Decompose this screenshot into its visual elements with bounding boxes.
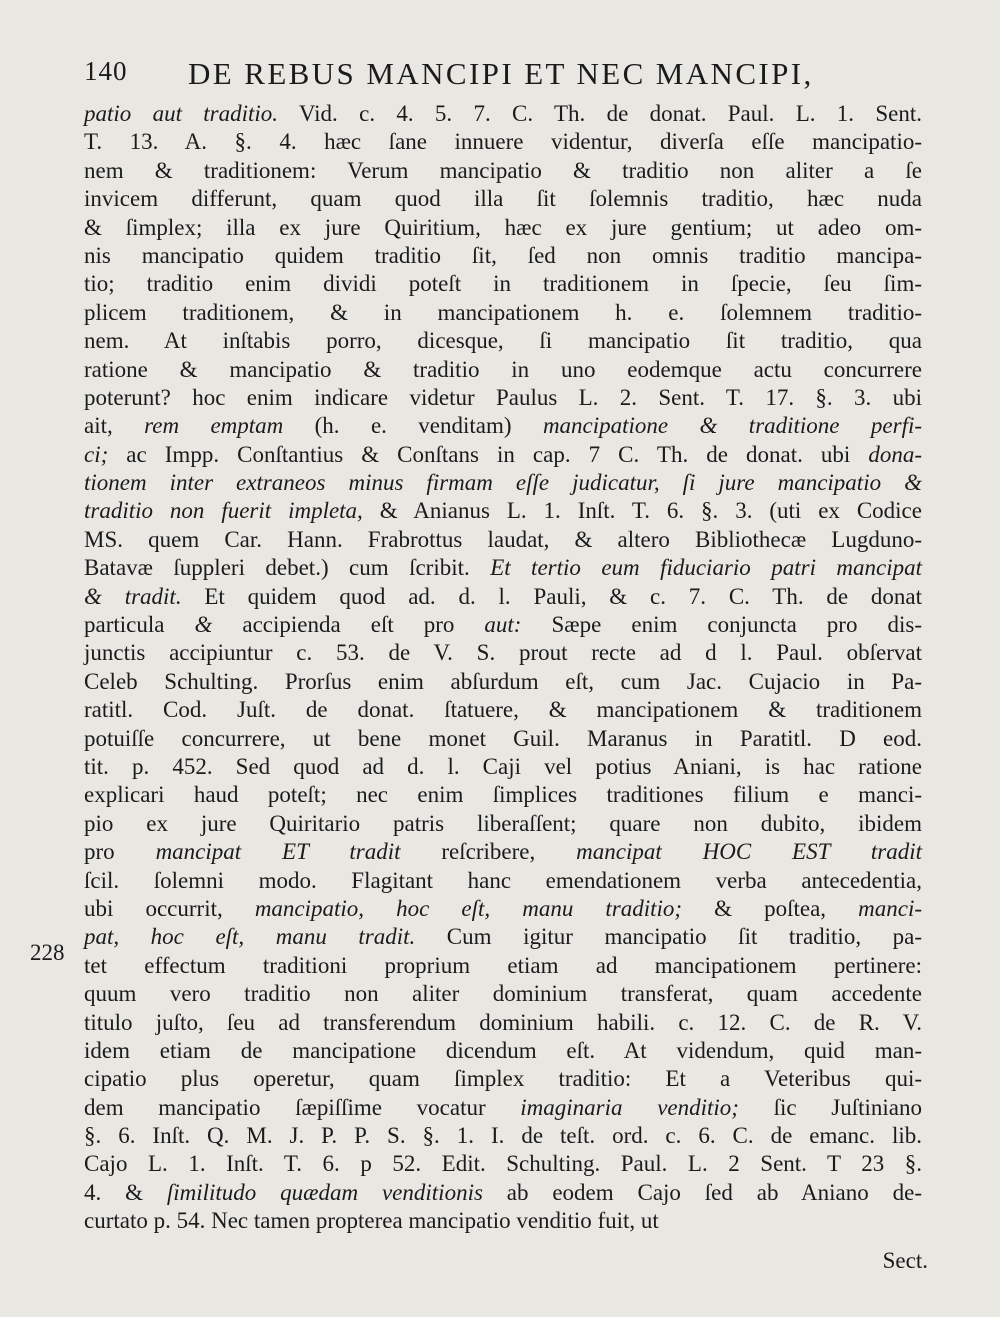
italic-segment: ci; bbox=[84, 441, 109, 467]
text-segment: idem etiam de mancipatione dicendum eſt. At videndum, quid man- bbox=[84, 1037, 922, 1063]
text-segment: tet effectum traditioni proprium etiam ad mancipationem pertinere: bbox=[84, 952, 922, 978]
text-segment: Vid. c. 4. 5. 7. C. Th. de donat. Paul. L. 1. Sent. bbox=[278, 101, 922, 126]
text-segment: T. 13. A. §. 4. hæc ſane innuere videntur, diverſa eſſe mancipatio- bbox=[84, 129, 922, 155]
text-segment: ait, bbox=[84, 413, 145, 439]
text-line bbox=[84, 1207, 922, 1235]
text-segment: & poſtea, bbox=[682, 895, 859, 921]
text-line bbox=[84, 526, 922, 554]
text-segment: invicem differunt, quam quod illa ſit ſolemnis traditio, hæc nuda bbox=[84, 186, 922, 212]
text-segment: nem & traditionem: Verum mancipatio & traditio non aliter a ſe bbox=[84, 157, 922, 183]
italic-segment: & tradit. bbox=[84, 583, 182, 609]
text-line bbox=[84, 583, 922, 611]
text-line bbox=[84, 299, 922, 327]
text-segment: Sæpe enim conjuncta pro dis- bbox=[521, 612, 922, 638]
italic-segment: aut: bbox=[484, 612, 522, 638]
text-line bbox=[84, 469, 922, 497]
body-text bbox=[84, 100, 922, 1236]
italic-segment: rem emptam bbox=[144, 413, 284, 439]
italic-segment: mancipat ET tradit bbox=[155, 839, 401, 865]
italic-segment: Et tertio eum fiduciario patri mancipat bbox=[490, 555, 922, 581]
text-segment: ſic Juſtiniano bbox=[738, 1094, 922, 1120]
running-title: DE REBUS MANCIPI ET NEC MANCIPI, bbox=[188, 56, 814, 91]
text-segment: quum vero traditio non aliter dominium transferat, quam accedente bbox=[84, 981, 922, 1007]
text-segment: (h. e. venditam) bbox=[283, 413, 543, 439]
text-segment: ratitl. Cod. Juſt. de donat. ſtatuere, & mancipationem & traditionem bbox=[84, 697, 922, 723]
page-header bbox=[84, 52, 884, 92]
text-line bbox=[84, 1150, 922, 1178]
text-line bbox=[84, 753, 922, 781]
text-segment: Batavæ ſuppleri debet.) cum ſcribit. bbox=[84, 555, 491, 581]
text-segment: ubi occurrit, bbox=[84, 895, 255, 921]
text-line bbox=[84, 157, 922, 185]
text-line bbox=[84, 441, 922, 469]
text-segment: & Anianus L. 1. Inſt. T. 6. §. 3. (uti ex Codice bbox=[362, 498, 922, 524]
text-segment: reſcribere, bbox=[400, 839, 577, 865]
text-line bbox=[84, 270, 922, 298]
text-line bbox=[84, 185, 922, 213]
page-number: 140 bbox=[84, 56, 128, 86]
text-line bbox=[84, 923, 922, 951]
text-segment: poterunt? hoc enim indicare videtur Paulus L. 2. Sent. T. 17. §. 3. ubi bbox=[84, 384, 922, 410]
text-segment: nis mancipatio quidem traditio ſit, ſed non omnis traditio mancipa- bbox=[84, 242, 922, 268]
text-segment: MS. quem Car. Hann. Frabrottus laudat, & altero Bibliothecæ Lugduno- bbox=[84, 526, 922, 552]
italic-segment: mancipatio, hoc eſt, manu traditio; bbox=[254, 895, 683, 921]
text-line bbox=[84, 895, 922, 923]
italic-segment: mancipat HOC EST tradit bbox=[576, 839, 922, 865]
text-segment: tio; traditio enim dividi poteſt in traditionem in ſpecie, ſeu ſim- bbox=[84, 271, 922, 297]
text-segment: §. 6. Inſt. Q. M. J. P. P. S. §. 1. I. de teſt. ord. c. 6. C. de emanc. lib. bbox=[84, 1123, 922, 1149]
text-line bbox=[84, 611, 922, 639]
text-line bbox=[84, 1009, 922, 1037]
text-line bbox=[84, 781, 922, 809]
text-line bbox=[84, 384, 922, 412]
text-segment: pio ex jure Quiritario patris liberaſſent; quare non dubito, ibidem bbox=[84, 810, 922, 836]
text-segment: potuiſſe concurrere, ut bene monet Guil. Maranus in Paratitl. D eod. bbox=[84, 725, 922, 751]
text-segment: & ſimplex; illa ex jure Quiritium, hæc ex jure gentium; ut adeo om- bbox=[84, 214, 922, 240]
text-segment: plicem traditionem, & in mancipationem h. e. ſolemnem traditio- bbox=[84, 299, 922, 325]
text-line bbox=[84, 810, 922, 838]
text-line bbox=[84, 980, 922, 1008]
text-line bbox=[84, 356, 922, 384]
text-line bbox=[84, 838, 922, 866]
text-segment: nem. At inſtabis porro, dicesque, ſi mancipatio ſit traditio, qua bbox=[84, 328, 922, 354]
italic-segment: & bbox=[194, 612, 213, 638]
text-line bbox=[84, 1094, 922, 1122]
text-line bbox=[84, 1179, 922, 1207]
text-segment: ratione & mancipatio & traditio in uno eodemque actu concurrere bbox=[84, 356, 922, 382]
text-segment: Et quidem quod ad. d. l. Pauli, & c. 7. C. Th. de donat bbox=[181, 583, 923, 609]
text-line bbox=[84, 214, 922, 242]
italic-segment: tionem inter extraneos minus firmam eſſe judicatur, ſi jure mancipatio & bbox=[84, 470, 922, 496]
margin-note: 228 bbox=[30, 940, 65, 965]
text-line bbox=[84, 327, 922, 355]
text-segment: pro bbox=[84, 839, 156, 865]
text-segment: Cum igitur mancipatio ſit traditio, pa- bbox=[415, 924, 922, 950]
italic-segment: ſimilitudo quædam venditionis bbox=[166, 1179, 483, 1205]
text-segment: Celeb Schulting. Prorſus enim abſurdum eſt, cum Jac. Cujacio in Pa- bbox=[84, 668, 922, 694]
text-segment: cipatio plus operetur, quam ſimplex traditio: Et a Veteribus qui- bbox=[84, 1066, 922, 1092]
text-segment: accipienda eſt pro bbox=[212, 612, 485, 638]
italic-segment: traditio non fuerit impleta, bbox=[84, 498, 363, 524]
text-segment: Cajo L. 1. Inſt. T. 6. p 52. Edit. Schulting. Paul. L. 2 Sent. T 23 §. bbox=[84, 1151, 922, 1177]
italic-segment: manci- bbox=[858, 895, 923, 921]
text-line bbox=[84, 1122, 922, 1150]
text-line bbox=[84, 639, 922, 667]
text-segment: ſcil. ſolemni modo. Flagitant hanc emendationem verba antecedentia, bbox=[84, 867, 922, 893]
text-segment: dem mancipatio ſæpiſſime vocatur bbox=[84, 1094, 521, 1120]
italic-segment: pat, hoc eſt, manu tradit. bbox=[84, 924, 416, 950]
text-line bbox=[84, 412, 922, 440]
text-line bbox=[84, 867, 922, 895]
text-segment: 4. & bbox=[84, 1179, 167, 1205]
text-segment: particula bbox=[84, 612, 195, 638]
text-line bbox=[84, 497, 922, 525]
text-line bbox=[84, 128, 922, 156]
text-segment: ac Impp. Conſtantius & Conſtans in cap. 7 C. Th. de donat. ubi bbox=[108, 441, 869, 467]
italic-segment: patio aut traditio. bbox=[84, 101, 279, 126]
italic-segment: imaginaria venditio; bbox=[520, 1094, 739, 1120]
text-line bbox=[84, 554, 922, 582]
text-segment: tit. p. 452. Sed quod ad d. l. Caji vel potius Aniani, is hac ratione bbox=[84, 753, 922, 779]
text-line bbox=[84, 100, 922, 128]
text-segment: ab eodem Cajo ſed ab Aniano de- bbox=[482, 1179, 922, 1205]
text-line bbox=[84, 242, 922, 270]
text-segment: junctis accipiuntur c. 53. de V. S. prout recte ad d l. Paul. obſervat bbox=[84, 640, 922, 666]
text-segment: titulo juſto, ſeu ad transferendum dominium habili. c. 12. C. de R. V. bbox=[84, 1009, 922, 1035]
text-line bbox=[84, 1037, 922, 1065]
text-line bbox=[84, 1065, 922, 1093]
text-line bbox=[84, 696, 922, 724]
text-segment: explicari haud poteſt; nec enim ſimplices traditiones filium e manci- bbox=[84, 782, 922, 808]
text-line bbox=[84, 668, 922, 696]
text-line bbox=[84, 952, 922, 980]
text-segment: curtato p. 54. Nec tamen propterea mancipatio venditio fuit, ut bbox=[84, 1208, 659, 1234]
italic-segment: mancipatione & traditione perfi- bbox=[542, 413, 923, 439]
catchword: Sect. bbox=[882, 1248, 928, 1273]
italic-segment: dona- bbox=[868, 441, 922, 467]
text-line bbox=[84, 725, 922, 753]
